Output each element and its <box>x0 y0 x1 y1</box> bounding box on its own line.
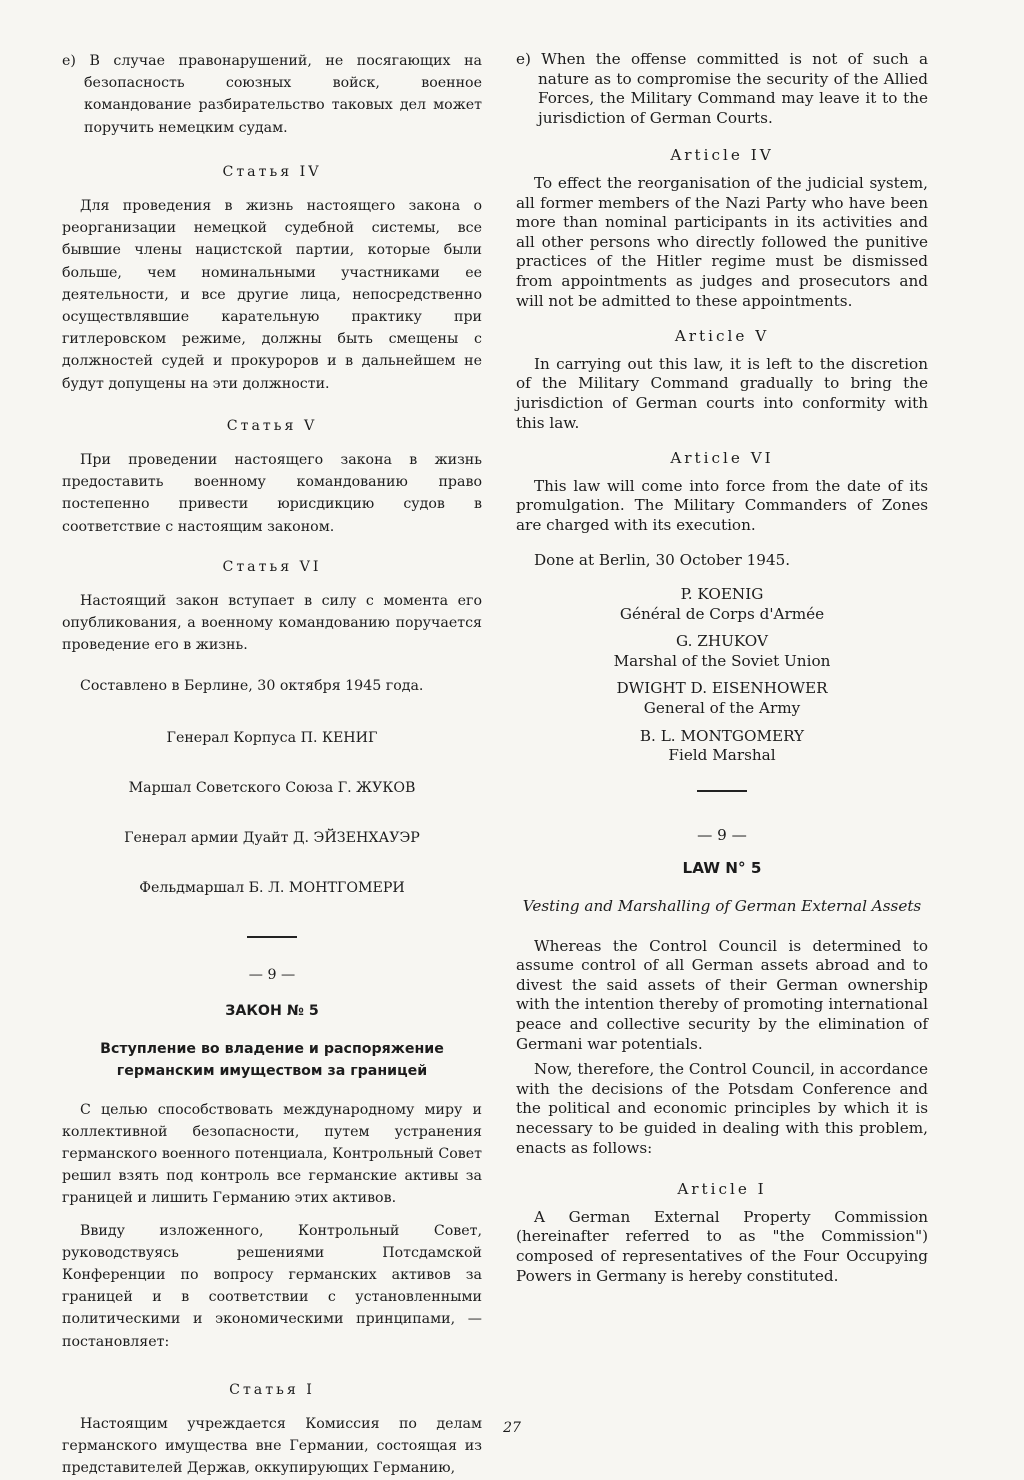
ru-paragraph-e: е) В случае правонарушений, не посягающих на безопасность союзных войск, военное командование разбирательство таковых дел может поручить немецким судам. <box>62 53 482 136</box>
en-article-5-heading: Article V <box>674 327 770 346</box>
en-signature-montgomery-name: B. L. MONTGOMERY <box>639 726 805 745</box>
en-signature-montgomery-title: Field Marshal <box>668 746 776 765</box>
en-article-6-heading: Article VI <box>670 449 774 468</box>
ru-done-line: Составлено в Берлине, 30 октября 1945 года. <box>80 677 424 694</box>
en-article-4-heading: Article IV <box>670 146 774 165</box>
en-signature-block <box>516 585 928 766</box>
ru-signature-eisenhower: Генерал армии Дуайт Д. ЭЙЗЕНХАУЭР <box>124 830 420 847</box>
ru-article-4-heading: Статья IV <box>222 163 322 180</box>
en-article-5-text: In carrying out this law, it is left to the discretion of the Military Command gradually to bring the jurisdiction of German courts into conformity with this law. <box>516 354 928 432</box>
en-paragraph-e: e) When the offense committed is not of such a nature as to compromise the security of the Allied Forces, the Military Command may leave it to the jurisdiction of German Courts. <box>516 50 928 127</box>
ru-preamble-1: С целью способствовать международному миру и коллективной безопасности, путем устранения германского военного потенциала, Контрольный Совет решил взять под контроль все германские активы за границей и лишить Германию этих активов. <box>62 1101 482 1207</box>
en-signature-zhukov-name: G. ZHUKOV <box>676 632 768 651</box>
en-law-title: LAW N° 5 <box>682 859 762 878</box>
en-section-number: — 9 — <box>697 825 747 844</box>
russian-column <box>62 50 482 1480</box>
ru-preamble-2: Ввиду изложенного, Контрольный Совет, руководствуясь решениями Потсдамской Конференции по вопросу германских активов за границей и в соответствии с установленными политическими и экономическими принципами, — постановляет: <box>62 1222 482 1350</box>
page-number: 27 <box>503 1420 521 1436</box>
ru-article-5-heading: Статья V <box>226 417 318 434</box>
en-article-1-text: A German External Property Commission (hereinafter referred to as "the Commission") composed of representatives of the Four Occupying Powers in Germany is hereby constituted. <box>516 1207 928 1285</box>
en-signature-eisenhower-name: DWIGHT D. EISENHOWER <box>616 679 828 698</box>
en-signature-eisenhower-title: General of the Army <box>643 699 801 718</box>
en-article-6-text: This law will come into force from the date of its promulgation. The Military Commanders of Zones are charged with its execution. <box>516 476 928 534</box>
en-done-line: Done at Berlin, 30 October 1945. <box>534 551 791 570</box>
ru-article-6-heading: Статья VI <box>222 558 322 575</box>
en-signature-koenig-name: P. KOENIG <box>680 585 764 604</box>
en-signature-zhukov-title: Marshal of the Soviet Union <box>613 651 831 670</box>
en-article-1-heading: Article I <box>677 1180 767 1199</box>
ru-law-subtitle: Вступление во владение и распоряжение германским имуществом за границей <box>100 1041 444 1080</box>
en-article-4-text: To effect the reorganisation of the judicial system, all former members of the Nazi Party who have been more than nominal participants in its activities and all other persons who directly followed the punitive practices of the Hitler regime must be dismissed from appointments as judges and prosecutors and will not be admitted to these appointments. <box>516 173 928 310</box>
ru-article-4-text: Для проведения в жизнь настоящего закона о реорганизации немецкой судебной системы, все бывшие члены нацистской партии, которые были больше, чем номинальными участниками ее деятельности, и все другие лица, непосредственно осуществлявшие карательную практику при гитлеровском режиме, должны быть смещены с должностей судей и прокуроров и в дальнейшем не будут допущены на эти должности. <box>62 198 482 392</box>
ru-article-5-text: При проведении настоящего закона в жизнь предоставить военному командованию право постепенно привести юрисдикцию судов в соответствие с настоящим законом. <box>62 452 482 535</box>
ru-article-1-text: Настоящим учреждается Комиссия по делам германского имущества вне Германии, состоящая из представителей Держав, оккупирующих Германию, <box>62 1415 482 1477</box>
ru-section-number: — 9 — <box>248 966 296 983</box>
ru-signature-koenig: Генерал Корпуса П. КЕНИГ <box>166 729 378 746</box>
english-column <box>516 50 928 1286</box>
ru-signature-montgomery: Фельдмаршал Б. Л. МОНТГОМЕРИ <box>139 880 405 897</box>
en-preamble-2: Now, therefore, the Control Council, in accordance with the decisions of the Potsdam Conference and the political and economic principles by which it is necessary to be guided in dealing with this problem, enacts as follows: <box>516 1060 928 1157</box>
en-preamble-1: Whereas the Control Council is determined to assume control of all German assets abroad and to divest the said assets of their German ownership with the intention thereby of promoting international peace and collective security by the elimination of Germani war potentials. <box>516 936 928 1053</box>
en-signature-koenig-title: Général de Corps d'Armée <box>619 604 825 623</box>
en-law-subtitle: Vesting and Marshalling of German External Assets <box>522 897 922 915</box>
ru-article-1-heading: Статья I <box>229 1381 315 1398</box>
ru-signature-zhukov: Маршал Советского Союза Г. ЖУКОВ <box>128 780 416 797</box>
ru-article-6-text: Настоящий закон вступает в силу с момента его опубликования, а военному командованию поручается проведение его в жизнь. <box>62 593 482 654</box>
ru-law-title: ЗАКОН № 5 <box>225 1002 319 1019</box>
